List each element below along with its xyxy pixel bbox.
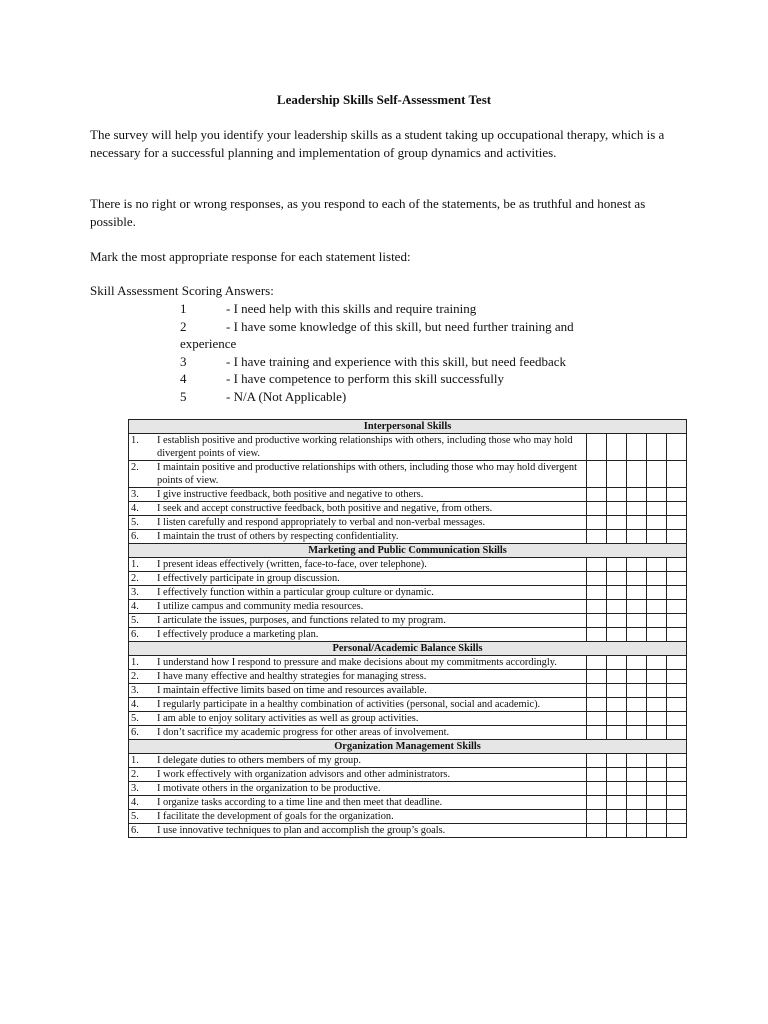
rating-box[interactable] bbox=[647, 600, 667, 614]
table-row bbox=[129, 670, 687, 684]
intro-paragraph: The survey will help you identify your leadership skills as a student taking up occupational therapy, which is a necessary for a successful planning and implementation of group dynamics and activities. bbox=[90, 127, 665, 160]
rating-box[interactable] bbox=[667, 698, 687, 712]
scale-description: - I have some knowledge of this skill, but need further training and bbox=[226, 318, 574, 334]
statement-number: 6. bbox=[131, 825, 139, 836]
rating-box[interactable] bbox=[587, 434, 607, 461]
table-row bbox=[129, 810, 687, 824]
statement-cell bbox=[129, 712, 587, 726]
rating-box[interactable] bbox=[667, 670, 687, 684]
rating-box[interactable] bbox=[627, 754, 647, 768]
table-row bbox=[129, 586, 687, 600]
section-header-row bbox=[129, 642, 687, 656]
rating-box[interactable] bbox=[607, 516, 627, 530]
rating-box[interactable] bbox=[627, 782, 647, 796]
table-row bbox=[129, 558, 687, 572]
honesty-paragraph: There is no right or wrong responses, as you respond to each of the statements, be as truthful and honest as possible. bbox=[90, 196, 646, 229]
rating-box[interactable] bbox=[587, 670, 607, 684]
scale-row bbox=[180, 353, 660, 371]
statement-text: I maintain effective limits based on time and resources available. bbox=[157, 685, 427, 696]
scoring-heading: Skill Assessment Scoring Answers: bbox=[90, 283, 274, 298]
rating-box[interactable] bbox=[627, 614, 647, 628]
instruction-text: Mark the most appropriate response for each statement listed: bbox=[90, 249, 411, 264]
rating-box[interactable] bbox=[647, 782, 667, 796]
scale-row bbox=[180, 388, 660, 406]
rating-box[interactable] bbox=[667, 434, 687, 461]
rating-box[interactable] bbox=[607, 712, 627, 726]
table-row bbox=[129, 628, 687, 642]
rating-box[interactable] bbox=[647, 712, 667, 726]
statement-text: I utilize campus and community media resources. bbox=[157, 601, 364, 612]
rating-box[interactable] bbox=[627, 684, 647, 698]
rating-box[interactable] bbox=[587, 572, 607, 586]
statement-cell bbox=[129, 558, 587, 572]
scale-description: - I have competence to perform this skill successfully bbox=[226, 371, 504, 386]
statement-number: 3. bbox=[131, 489, 139, 500]
scoring-scale bbox=[180, 300, 660, 405]
rating-box[interactable] bbox=[587, 558, 607, 572]
statement-text: I give instructive feedback, both positive and negative to others. bbox=[157, 489, 424, 500]
table-row bbox=[129, 768, 687, 782]
rating-box[interactable] bbox=[627, 572, 647, 586]
rating-box[interactable] bbox=[647, 558, 667, 572]
rating-box[interactable] bbox=[667, 684, 687, 698]
assessment-table bbox=[128, 419, 687, 838]
rating-box[interactable] bbox=[647, 434, 667, 461]
table-row bbox=[129, 824, 687, 838]
rating-box[interactable] bbox=[587, 782, 607, 796]
statement-text: I motivate others in the organization to be productive. bbox=[157, 783, 381, 794]
statement-number: 3. bbox=[131, 587, 139, 598]
rating-box[interactable] bbox=[607, 782, 627, 796]
statement-number: 5. bbox=[131, 615, 139, 626]
rating-box[interactable] bbox=[627, 461, 647, 488]
scale-number: 2 bbox=[180, 318, 187, 334]
table-row bbox=[129, 614, 687, 628]
rating-box[interactable] bbox=[667, 824, 687, 838]
statement-number: 5. bbox=[131, 517, 139, 528]
rating-box[interactable] bbox=[587, 516, 607, 530]
rating-box[interactable] bbox=[627, 502, 647, 516]
table-row bbox=[129, 712, 687, 726]
rating-box[interactable] bbox=[627, 698, 647, 712]
rating-box[interactable] bbox=[587, 656, 607, 670]
statement-text: I effectively produce a marketing plan. bbox=[157, 629, 319, 640]
rating-box[interactable] bbox=[587, 768, 607, 782]
rating-box[interactable] bbox=[667, 726, 687, 740]
statement-text: I work effectively with organization advisors and other administrators. bbox=[157, 769, 451, 780]
scale-row bbox=[180, 300, 660, 318]
rating-box[interactable] bbox=[647, 670, 667, 684]
table-row bbox=[129, 502, 687, 516]
rating-box[interactable] bbox=[667, 488, 687, 502]
statement-cell bbox=[129, 530, 587, 544]
statement-cell bbox=[129, 768, 587, 782]
rating-box[interactable] bbox=[667, 628, 687, 642]
rating-box[interactable] bbox=[627, 558, 647, 572]
table-row bbox=[129, 698, 687, 712]
rating-box[interactable] bbox=[607, 600, 627, 614]
rating-box[interactable] bbox=[587, 810, 607, 824]
rating-box[interactable] bbox=[607, 434, 627, 461]
rating-box[interactable] bbox=[647, 572, 667, 586]
rating-box[interactable] bbox=[667, 558, 687, 572]
statement-cell bbox=[129, 461, 587, 488]
statement-cell bbox=[129, 656, 587, 670]
statement-cell bbox=[129, 488, 587, 502]
statement-number: 4. bbox=[131, 503, 139, 514]
rating-box[interactable] bbox=[647, 530, 667, 544]
table-row bbox=[129, 796, 687, 810]
rating-box[interactable] bbox=[607, 628, 627, 642]
rating-box[interactable] bbox=[667, 461, 687, 488]
statement-cell bbox=[129, 614, 587, 628]
rating-box[interactable] bbox=[627, 628, 647, 642]
rating-box[interactable] bbox=[647, 796, 667, 810]
rating-box[interactable] bbox=[607, 461, 627, 488]
statement-cell bbox=[129, 754, 587, 768]
rating-box[interactable] bbox=[647, 461, 667, 488]
table-row bbox=[129, 684, 687, 698]
statement-number: 2. bbox=[131, 769, 139, 780]
statement-cell bbox=[129, 434, 587, 461]
statement-number: 1. bbox=[131, 657, 139, 668]
rating-box[interactable] bbox=[607, 656, 627, 670]
rating-box[interactable] bbox=[607, 614, 627, 628]
rating-box[interactable] bbox=[627, 516, 647, 530]
rating-box[interactable] bbox=[587, 712, 607, 726]
section-header-row bbox=[129, 740, 687, 754]
table-row bbox=[129, 782, 687, 796]
section-title: Personal/Academic Balance Skills bbox=[129, 642, 687, 656]
page-title: Leadership Skills Self-Assessment Test bbox=[276, 92, 492, 107]
rating-box[interactable] bbox=[647, 656, 667, 670]
statement-cell bbox=[129, 684, 587, 698]
rating-box[interactable] bbox=[647, 684, 667, 698]
rating-box[interactable] bbox=[667, 754, 687, 768]
statement-cell bbox=[129, 824, 587, 838]
rating-box[interactable] bbox=[627, 530, 647, 544]
rating-box[interactable] bbox=[587, 754, 607, 768]
rating-box[interactable] bbox=[607, 558, 627, 572]
scale-description: - I need help with this skills and require training bbox=[226, 301, 477, 316]
rating-box[interactable] bbox=[607, 684, 627, 698]
statement-cell bbox=[129, 810, 587, 824]
rating-box[interactable] bbox=[647, 586, 667, 600]
statement-text: I have many effective and healthy strategies for managing stress. bbox=[157, 671, 427, 682]
rating-box[interactable] bbox=[667, 572, 687, 586]
table-row bbox=[129, 726, 687, 740]
statement-text: I establish positive and productive working relationships with others, including those who may hold divergent points of view. bbox=[157, 435, 573, 459]
rating-box[interactable] bbox=[667, 502, 687, 516]
statement-number: 6. bbox=[131, 727, 139, 738]
rating-box[interactable] bbox=[667, 530, 687, 544]
rating-box[interactable] bbox=[647, 502, 667, 516]
rating-box[interactable] bbox=[587, 586, 607, 600]
statement-text: I regularly participate in a healthy combination of activities (personal, social and academic). bbox=[157, 699, 541, 710]
rating-box[interactable] bbox=[667, 712, 687, 726]
table-row bbox=[129, 488, 687, 502]
rating-box[interactable] bbox=[587, 530, 607, 544]
statement-text: I use innovative techniques to plan and accomplish the group’s goals. bbox=[157, 825, 446, 836]
statement-text: I listen carefully and respond appropriately to verbal and non-verbal messages. bbox=[157, 517, 486, 528]
rating-box[interactable] bbox=[607, 810, 627, 824]
rating-box[interactable] bbox=[627, 796, 647, 810]
rating-box[interactable] bbox=[587, 684, 607, 698]
section-title: Organization Management Skills bbox=[129, 740, 687, 754]
statement-text: I organize tasks according to a time line and then meet that deadline. bbox=[157, 797, 443, 808]
rating-box[interactable] bbox=[607, 726, 627, 740]
rating-box[interactable] bbox=[647, 488, 667, 502]
statement-cell bbox=[129, 670, 587, 684]
rating-box[interactable] bbox=[647, 516, 667, 530]
statement-cell bbox=[129, 796, 587, 810]
rating-box[interactable] bbox=[667, 614, 687, 628]
statement-cell bbox=[129, 586, 587, 600]
rating-box[interactable] bbox=[607, 796, 627, 810]
rating-box[interactable] bbox=[667, 516, 687, 530]
section-header-row bbox=[129, 420, 687, 434]
statement-number: 4. bbox=[131, 797, 139, 808]
rating-box[interactable] bbox=[647, 614, 667, 628]
scale-row bbox=[180, 370, 660, 388]
rating-box[interactable] bbox=[587, 600, 607, 614]
rating-box[interactable] bbox=[627, 824, 647, 838]
statement-cell bbox=[129, 628, 587, 642]
rating-box[interactable] bbox=[587, 726, 607, 740]
rating-box[interactable] bbox=[627, 600, 647, 614]
statement-text: I present ideas effectively (written, face-to-face, over telephone). bbox=[157, 559, 427, 570]
rating-box[interactable] bbox=[647, 768, 667, 782]
rating-box[interactable] bbox=[587, 461, 607, 488]
rating-box[interactable] bbox=[627, 768, 647, 782]
rating-box[interactable] bbox=[627, 434, 647, 461]
statement-number: 2. bbox=[131, 462, 139, 473]
rating-box[interactable] bbox=[647, 810, 667, 824]
table-row bbox=[129, 754, 687, 768]
rating-box[interactable] bbox=[587, 824, 607, 838]
rating-box[interactable] bbox=[607, 670, 627, 684]
statement-cell bbox=[129, 600, 587, 614]
rating-box[interactable] bbox=[607, 530, 627, 544]
table-row bbox=[129, 600, 687, 614]
rating-box[interactable] bbox=[587, 614, 607, 628]
section-title: Marketing and Public Communication Skills bbox=[129, 544, 687, 558]
rating-box[interactable] bbox=[667, 656, 687, 670]
scale-number: 1 bbox=[180, 301, 187, 316]
scale-description: - I have training and experience with this skill, but need feedback bbox=[226, 353, 567, 369]
statement-text: I maintain the trust of others by respecting confidentiality. bbox=[157, 531, 399, 542]
statement-number: 3. bbox=[131, 685, 139, 696]
statement-text: I seek and accept constructive feedback, both positive and negative, from others. bbox=[157, 503, 493, 514]
scale-description: - N/A (Not Applicable) bbox=[226, 388, 347, 404]
rating-box[interactable] bbox=[647, 628, 667, 642]
rating-box[interactable] bbox=[627, 656, 647, 670]
rating-box[interactable] bbox=[667, 782, 687, 796]
statement-text: I understand how I respond to pressure and make decisions about my commitments accordingly. bbox=[157, 657, 557, 668]
table-row bbox=[129, 572, 687, 586]
statement-text: I articulate the issues, purposes, and functions related to my program. bbox=[157, 615, 446, 626]
statement-number: 5. bbox=[131, 811, 139, 822]
statement-cell bbox=[129, 726, 587, 740]
table-row bbox=[129, 516, 687, 530]
scale-row bbox=[180, 318, 660, 336]
table-row bbox=[129, 530, 687, 544]
rating-box[interactable] bbox=[627, 712, 647, 726]
rating-box[interactable] bbox=[587, 488, 607, 502]
statement-number: 1. bbox=[131, 435, 139, 446]
statement-number: 5. bbox=[131, 713, 139, 724]
statement-number: 4. bbox=[131, 601, 139, 612]
rating-box[interactable] bbox=[607, 502, 627, 516]
rating-box[interactable] bbox=[607, 768, 627, 782]
rating-box[interactable] bbox=[627, 726, 647, 740]
statement-text: I maintain positive and productive relationships with others, including those who may hold divergent points of view. bbox=[157, 462, 577, 486]
statement-text: I effectively function within a particular group culture or dynamic. bbox=[157, 587, 434, 598]
statement-number: 6. bbox=[131, 531, 139, 542]
section-title: Interpersonal Skills bbox=[129, 420, 687, 434]
rating-box[interactable] bbox=[667, 810, 687, 824]
statement-text: I don’t sacrifice my academic progress for other areas of involvement. bbox=[157, 727, 450, 738]
rating-box[interactable] bbox=[587, 796, 607, 810]
rating-box[interactable] bbox=[647, 824, 667, 838]
statement-text: I am able to enjoy solitary activities as well as group activities. bbox=[157, 713, 419, 724]
rating-box[interactable] bbox=[627, 670, 647, 684]
statement-text: I effectively participate in group discussion. bbox=[157, 573, 340, 584]
rating-box[interactable] bbox=[587, 698, 607, 712]
rating-box[interactable] bbox=[607, 754, 627, 768]
section-header-row bbox=[129, 544, 687, 558]
scale-number: 5 bbox=[180, 388, 187, 404]
statement-cell bbox=[129, 516, 587, 530]
rating-box[interactable] bbox=[607, 698, 627, 712]
scale-number: 3 bbox=[180, 353, 187, 369]
rating-box[interactable] bbox=[647, 726, 667, 740]
statement-cell bbox=[129, 698, 587, 712]
rating-box[interactable] bbox=[627, 488, 647, 502]
rating-box[interactable] bbox=[587, 502, 607, 516]
statement-number: 1. bbox=[131, 755, 139, 766]
statement-cell bbox=[129, 572, 587, 586]
rating-box[interactable] bbox=[667, 586, 687, 600]
rating-box[interactable] bbox=[627, 586, 647, 600]
rating-box[interactable] bbox=[647, 698, 667, 712]
statement-number: 2. bbox=[131, 671, 139, 682]
statement-cell bbox=[129, 782, 587, 796]
statement-number: 1. bbox=[131, 559, 139, 570]
table-row bbox=[129, 434, 687, 461]
statement-number: 4. bbox=[131, 699, 139, 710]
table-row bbox=[129, 461, 687, 488]
scale-description-continued: experience bbox=[180, 336, 237, 351]
rating-box[interactable] bbox=[627, 810, 647, 824]
rating-box[interactable] bbox=[607, 488, 627, 502]
rating-box[interactable] bbox=[667, 796, 687, 810]
rating-box[interactable] bbox=[667, 768, 687, 782]
rating-box[interactable] bbox=[587, 628, 607, 642]
statement-cell bbox=[129, 502, 587, 516]
rating-box[interactable] bbox=[667, 600, 687, 614]
statement-text: I delegate duties to others members of my group. bbox=[157, 755, 362, 766]
statement-number: 3. bbox=[131, 783, 139, 794]
statement-text: I facilitate the development of goals for the organization. bbox=[157, 811, 394, 822]
statement-number: 2. bbox=[131, 573, 139, 584]
table-row bbox=[129, 656, 687, 670]
rating-box[interactable] bbox=[607, 824, 627, 838]
rating-box[interactable] bbox=[607, 572, 627, 586]
scale-number: 4 bbox=[180, 371, 187, 386]
rating-box[interactable] bbox=[647, 754, 667, 768]
statement-number: 6. bbox=[131, 629, 139, 640]
rating-box[interactable] bbox=[607, 586, 627, 600]
